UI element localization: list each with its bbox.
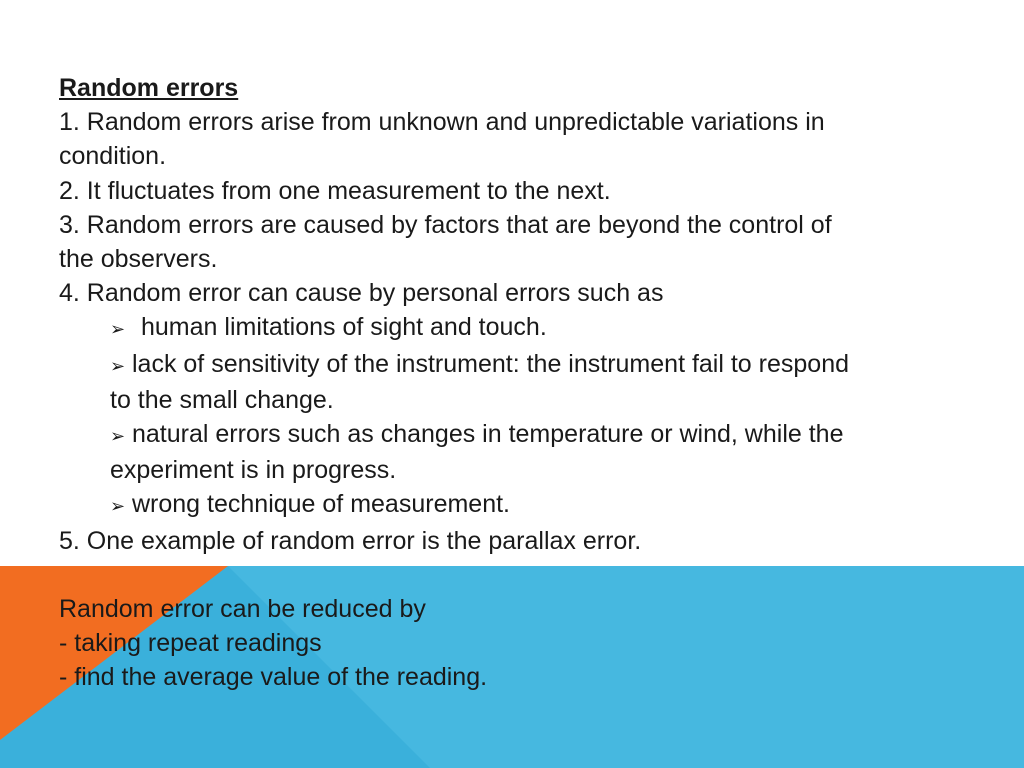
bullet-2-text: lack of sensitivity of the instrument: the instrument fail to respond xyxy=(132,349,850,378)
bullet-3-line-1 xyxy=(59,417,969,453)
bullet-4-text: wrong technique of measurement. xyxy=(132,490,510,519)
section-heading: Random errors xyxy=(59,74,239,102)
bullet-2-line-1 xyxy=(59,347,969,383)
reduction-item-1: - taking repeat readings xyxy=(59,629,322,658)
bullet-3-text: natural errors such as changes in temperature or wind, while the xyxy=(132,420,844,449)
bullet-1-text: human limitations of sight and touch. xyxy=(141,313,547,342)
bullet-2-line-2: to the small change. xyxy=(110,385,334,414)
arrowhead-bullet-icon: ➢ xyxy=(110,355,126,376)
point-1-line-2: condition. xyxy=(59,142,167,171)
slide-text xyxy=(59,71,969,694)
bullet-3-line-2: experiment is in progress. xyxy=(110,456,397,485)
arrowhead-bullet-icon: ➢ xyxy=(110,496,126,517)
point-5: 5. One example of random error is the parallax error. xyxy=(59,526,642,555)
arrowhead-bullet-icon: ➢ xyxy=(110,319,126,340)
bullet-1 xyxy=(59,310,969,346)
point-3-line-1: 3. Random errors are caused by factors that are beyond the control of xyxy=(59,210,832,239)
point-3-line-2: the observers. xyxy=(59,245,218,274)
reduction-item-2: - find the average value of the reading. xyxy=(59,663,488,692)
point-4: 4. Random error can cause by personal errors such as xyxy=(59,279,664,308)
reduction-intro: Random error can be reduced by xyxy=(59,594,426,623)
point-1-line-1: 1. Random errors arise from unknown and unpredictable variations in xyxy=(59,108,825,137)
spacer xyxy=(59,558,969,592)
arrowhead-bullet-icon: ➢ xyxy=(110,426,126,447)
point-2: 2. It fluctuates from one measurement to the next. xyxy=(59,176,611,205)
bullet-4 xyxy=(59,487,969,523)
